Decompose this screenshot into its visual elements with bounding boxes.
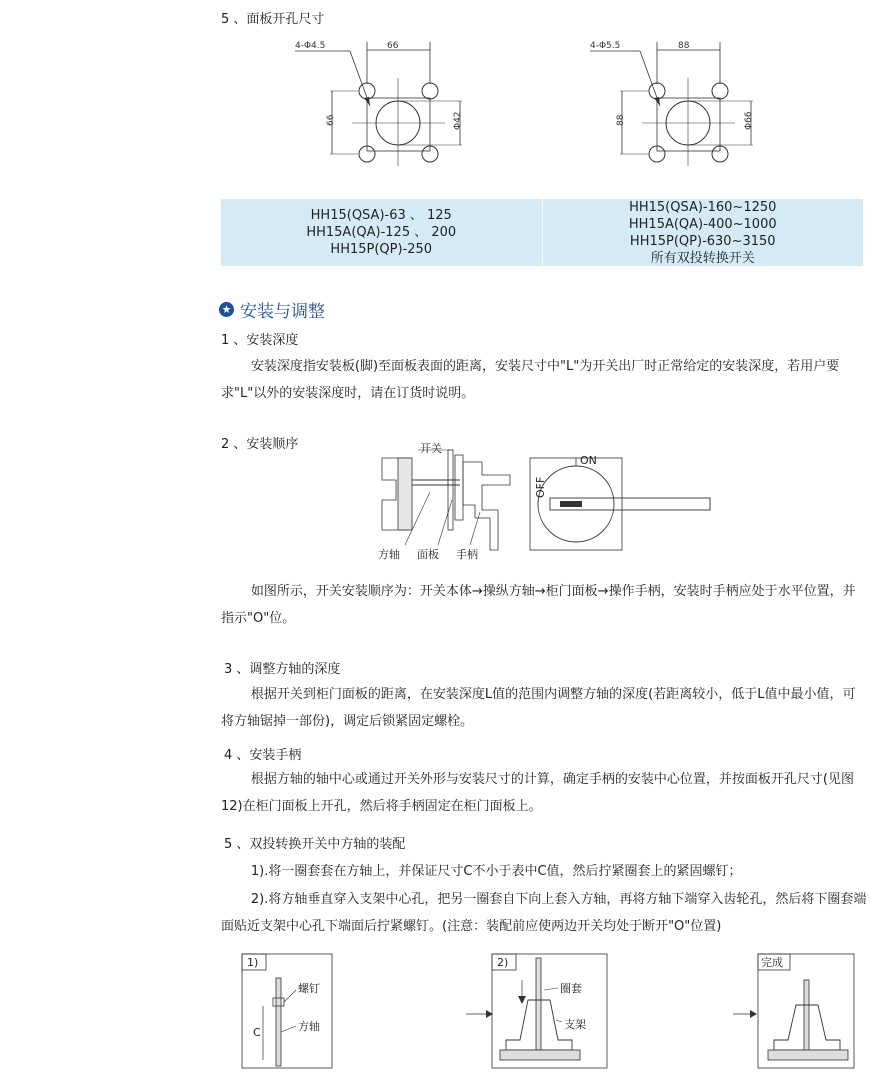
diameter-dim-label: Φ42 [453, 111, 463, 130]
screw-label: 螺钉 [298, 982, 320, 995]
hole-spec-label-2: 4-Φ5.5 [590, 41, 621, 51]
paragraph-handle: 根据方轴的轴中心或通过开关外形与安装尺寸的计算，确定手柄的安装中心位置，并按面板开孔尺寸(见图12)在柜门面板上开孔，然后将手柄固定在柜门面板上。 [221, 772, 854, 814]
model-cell-small [221, 199, 542, 266]
height-dim-label: 66 [326, 114, 336, 126]
width-dim-label-2: 88 [678, 41, 690, 51]
handle-label: 手柄 [456, 548, 478, 561]
shaft-label-2: 方轴 [298, 1020, 320, 1033]
section-title-panel-cutout: 5 、面板开孔尺寸 [221, 12, 325, 27]
off-label: OFF [534, 476, 547, 498]
paragraph-depth: 安装深度指安装板(脚)至面板表面的距离，安装尺寸中"L"为开关出厂时正常给定的安装深度，若用户要求"L"以外的安装深度时，请在订货时说明。 [221, 359, 840, 401]
switch-label: 开关 [420, 442, 442, 455]
model-table [221, 199, 863, 266]
model-cell-large [542, 199, 864, 266]
model-line: HH15(QSA)-63 、 125 [310, 208, 452, 223]
height-dim-label-2: 88 [616, 114, 626, 126]
hole-spec-label: 4-Φ4.5 [295, 41, 326, 51]
shaft-label: 方轴 [378, 548, 400, 561]
subsection-title-depth: 1 、安装深度 [221, 333, 299, 348]
subsection-title-sequence: 2 、安装顺序 [221, 437, 299, 452]
model-line: HH15P(QP)-630~3150 [629, 233, 776, 249]
cutout-diagram-large [585, 38, 775, 178]
install-sequence-diagram [370, 440, 720, 570]
model-line: 所有双投转换开关 [650, 250, 755, 266]
c-dim-label: C [253, 1026, 261, 1039]
width-dim-label: 66 [387, 41, 399, 51]
paragraph-step-1: 1).将一圈套套在方轴上，并保证尺寸C不小于表中C值，然后拧紧圈套上的紧固螺钉； [250, 864, 742, 879]
subsection-title-handle: 4 、安装手柄 [224, 748, 302, 763]
step-2-label: 2) [497, 956, 509, 969]
subsection-title-double-throw: 5 、双投转换开关中方轴的装配 [224, 837, 406, 852]
ring-label: 圈套 [560, 982, 582, 995]
cutout-diagram-small [290, 38, 470, 178]
model-line: HH15(QSA)-160~1250 [629, 199, 777, 215]
paragraph-shaft-depth: 根据开关到柜门面板的距离，在安装深度L值的范围内调整方轴的深度(若距离较小，低于L值中最小值，可将方轴锯掉一部份)，调定后锁紧固定螺栓。 [221, 687, 856, 729]
step-1-label: 1) [247, 956, 259, 969]
install-header-text: 安装与调整 [240, 302, 325, 322]
assembly-figures [238, 950, 858, 1072]
install-section-header [219, 297, 325, 322]
model-line: HH15A(QA)-125 、 200 [306, 225, 457, 240]
subsection-title-shaft-depth: 3 、调整方轴的深度 [224, 662, 341, 677]
bracket-label: 支架 [564, 1018, 586, 1031]
diameter-dim-label-2: Φ66 [744, 111, 754, 130]
model-line: HH15A(QA)-400~1000 [628, 216, 777, 232]
step-done-label: 完成 [761, 956, 783, 969]
panel-label: 面板 [417, 548, 439, 561]
paragraph-step-2: 2).将方轴垂直穿入支架中心孔，把另一圈套自下向上套入方轴，再将方轴下端穿入齿轮孔，然后将下圈套端面贴近支架中心孔下端面后拧紧螺钉。(注意：装配前应使两边开关均处于断开"O"位置) [221, 892, 867, 934]
on-label: ON [580, 454, 597, 467]
model-line: HH15P(QP)-250 [330, 242, 433, 257]
star-icon: ★ [219, 302, 234, 317]
paragraph-sequence: 如图所示，开关安装顺序为：开关本体→操纵方轴→柜门面板→操作手柄，安装时手柄应处于水平位置，并指示"O"位。 [221, 584, 856, 626]
